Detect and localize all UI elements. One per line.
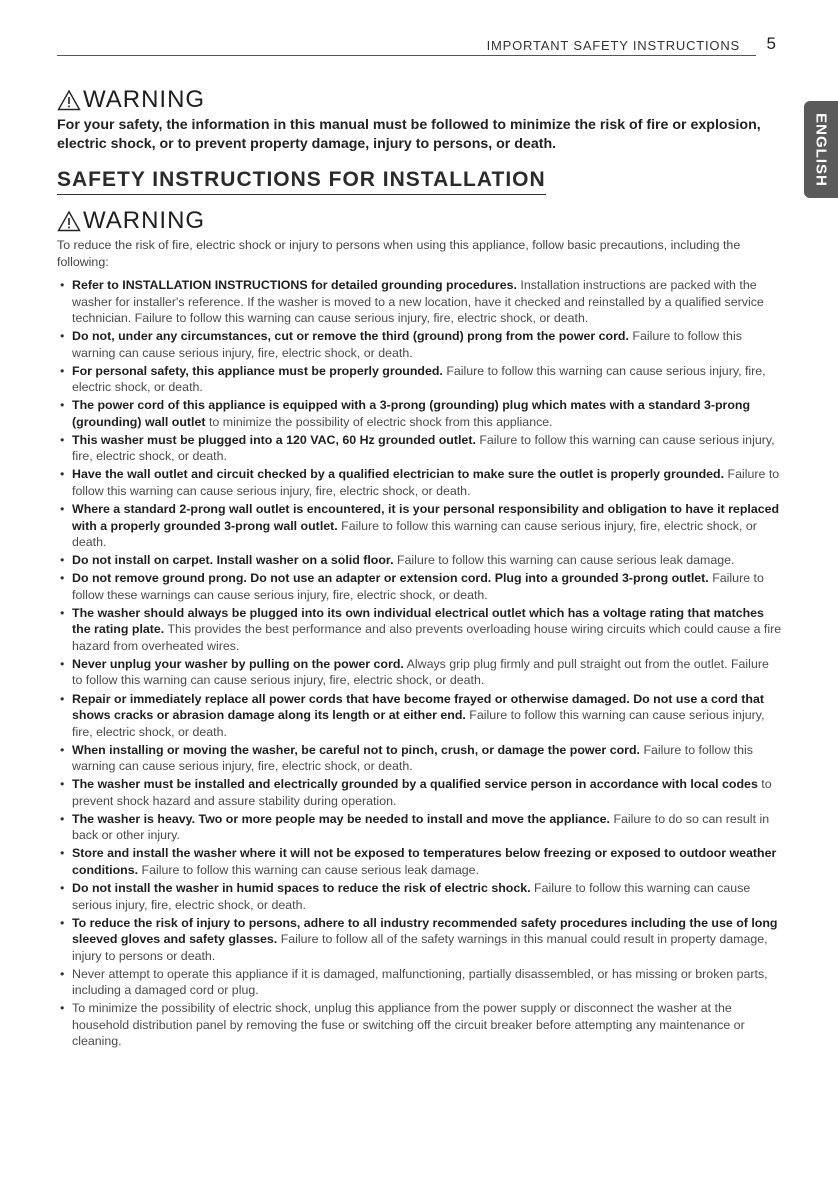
- list-item: [57, 966, 782, 999]
- item-bold-text: This washer must be plugged into a 120 VAC, 60 Hz grounded outlet.: [72, 432, 476, 447]
- list-item: [57, 845, 782, 878]
- list-item: [57, 880, 782, 913]
- item-bold-text: Do not install on carpet. Install washer on a solid floor.: [72, 553, 394, 568]
- list-item: [57, 570, 782, 603]
- item-bold-text: The washer should always be plugged into its own individual electrical outlet which has a voltage rating that matches the rating plate.: [72, 605, 764, 637]
- item-text: Failure to follow these warnings can cause serious injury, fire, electric shock, or death.: [72, 571, 764, 602]
- item-bold-text: Store and install the washer where it will not be exposed to temperatures below freezing or exposed to outdoor weather conditions.: [72, 846, 777, 877]
- item-text: to prevent shock hazard and assure stability during operation.: [72, 777, 772, 808]
- item-text: Installation instructions are packed with the washer for installer's reference. If the washer is moved to a new location, have it checked and reinstalled by a qualified service technician. Failure to follow this warning can cause serious injury, fire, electric shock, or death.: [72, 278, 764, 325]
- list-item: [57, 552, 782, 569]
- item-bold-text: Never unplug your washer by pulling on the power cord.: [72, 656, 404, 671]
- list-item: [57, 501, 782, 551]
- item-bold-text: To reduce the risk of injury to persons, adhere to all industry recommended safety procedures including the use of long sleeved gloves and safety glasses.: [72, 915, 778, 947]
- list-item: [57, 811, 782, 844]
- item-text: To minimize the possibility of electric shock, unplug this appliance from the power supply or disconnect the washer at the household distribution panel by removing the fuse or switching off the circuit breaker before attempting any maintenance or cleaning.: [72, 1001, 745, 1049]
- item-bold-text: For personal safety, this appliance must be properly grounded.: [72, 363, 443, 378]
- item-text: Never attempt to operate this appliance if it is damaged, malfunctioning, partially disassembled, or has missing or broken parts, including a damaged cord or plug.: [72, 966, 768, 998]
- item-bold-text: Do not install the washer in humid spaces to reduce the risk of electric shock.: [72, 881, 531, 895]
- item-text: to minimize the possibility of electric shock from this appliance.: [205, 414, 553, 429]
- language-tab: [804, 101, 838, 198]
- list-item: [57, 915, 782, 965]
- page-content: [57, 86, 782, 1051]
- item-bold-text: Refer to INSTALLATION INSTRUCTIONS for detailed grounding procedures.: [72, 278, 517, 292]
- item-text: Failure to follow this warning can cause serious injury, fire, electric shock, or death.: [72, 742, 753, 774]
- list-item: [57, 466, 782, 499]
- page-number: 5: [766, 34, 776, 53]
- item-text: Failure to follow this warning can cause serious leak damage.: [393, 553, 735, 568]
- warning-triangle-icon: [57, 210, 81, 232]
- header-title: IMPORTANT SAFETY INSTRUCTIONS: [486, 38, 740, 53]
- list-item: [57, 432, 782, 465]
- item-bold-text: The washer must be installed and electrically grounded by a qualified service person in accordance with local codes: [72, 777, 758, 792]
- item-text: Failure to follow this warning can cause serious injury, fire, electric shock, or death.: [72, 329, 742, 360]
- warning-heading-1: [57, 86, 782, 114]
- warning-heading-1-text: WARNING: [83, 86, 206, 113]
- list-item: [57, 742, 782, 775]
- item-bold-text: Do not remove ground prong. Do not use an adapter or extension cord. Plug into a grounded 3-prong outlet.: [72, 571, 709, 586]
- warning-heading-2: [57, 207, 782, 235]
- item-text: Failure to follow this warning can cause serious injury, fire, electric shock, or death.: [72, 518, 757, 550]
- item-text: Failure to follow this warning can cause serious injury, fire, electric shock, or death.: [72, 363, 766, 395]
- header-divider: [57, 55, 756, 56]
- item-text: This provides the best performance and also prevents overloading house wiring circuits which could cause a fire hazard from overheated wires.: [72, 622, 782, 653]
- warning-triangle-icon: [57, 89, 81, 111]
- list-item: [57, 1000, 782, 1050]
- list-item: [57, 605, 782, 655]
- item-text: Failure to follow this warning can cause serious injury, fire, electric shock, or death.: [72, 708, 765, 739]
- list-item: [57, 328, 782, 361]
- section-title: SAFETY INSTRUCTIONS FOR INSTALLATION: [57, 168, 546, 195]
- list-item: [57, 691, 782, 741]
- item-text: Failure to follow all of the safety warnings in this manual could result in property damage, injury to persons or death.: [72, 932, 768, 963]
- item-bold-text: The power cord of this appliance is equipped with a 3-prong (grounding) plug which mates with a standard 3-prong (grounding) wall outlet: [72, 398, 751, 429]
- item-bold-text: Do not, under any circumstances, cut or remove the third (ground) prong from the power cord.: [72, 329, 629, 344]
- list-item: [57, 397, 782, 430]
- warning-intro-text: To reduce the risk of fire, electric shock or injury to persons when using this appliance, follow basic precautions, including the following:: [57, 238, 741, 269]
- item-bold-text: When installing or moving the washer, be careful not to pinch, crush, or damage the power cord.: [72, 742, 640, 757]
- list-item: [57, 363, 782, 396]
- safety-instruction-list: [57, 277, 782, 1050]
- item-text: Failure to follow this warning can cause serious injury, fire, electric shock, or death.: [72, 467, 780, 498]
- item-text: Always grip plug firmly and pull straight out from the outlet. Failure to follow this warning can cause serious injury, fire, electric shock, or death.: [72, 656, 769, 688]
- item-text: Failure to follow this warning can cause serious injury, fire, electric shock, or death.: [72, 432, 775, 464]
- item-bold-text: Have the wall outlet and circuit checked by a qualified electrician to make sure the outlet is properly grounded.: [72, 467, 725, 482]
- language-tab-label: ENGLISH: [812, 112, 830, 187]
- safety-warning-text: For your safety, the information in this manual must be followed to minimize the risk of fire or explosion, electric shock, or to prevent property damage, injury to persons, or death.: [57, 117, 761, 152]
- list-item: [57, 656, 782, 689]
- warning-heading-2-text: WARNING: [83, 207, 206, 234]
- list-item: [57, 277, 782, 327]
- list-item: [57, 776, 782, 809]
- item-text: Failure to follow this warning can cause serious injury, fire, electric shock, or death.: [72, 881, 751, 912]
- item-bold-text: Repair or immediately replace all power cords that have become frayed or otherwise damaged. Do not use a cord that shows cracks or abrasion damage along its length or at either end.: [72, 691, 765, 723]
- item-bold-text: The washer is heavy. Two or more people may be needed to install and move the appliance.: [72, 811, 610, 826]
- item-text: Failure to do so can result in back or other injury.: [72, 811, 770, 843]
- item-bold-text: Where a standard 2-prong wall outlet is encountered, it is your personal responsibility and obligation to have it replaced with a properly grounded 3-prong wall outlet.: [72, 502, 780, 533]
- item-text: Failure to follow this warning can cause serious leak damage.: [138, 862, 480, 877]
